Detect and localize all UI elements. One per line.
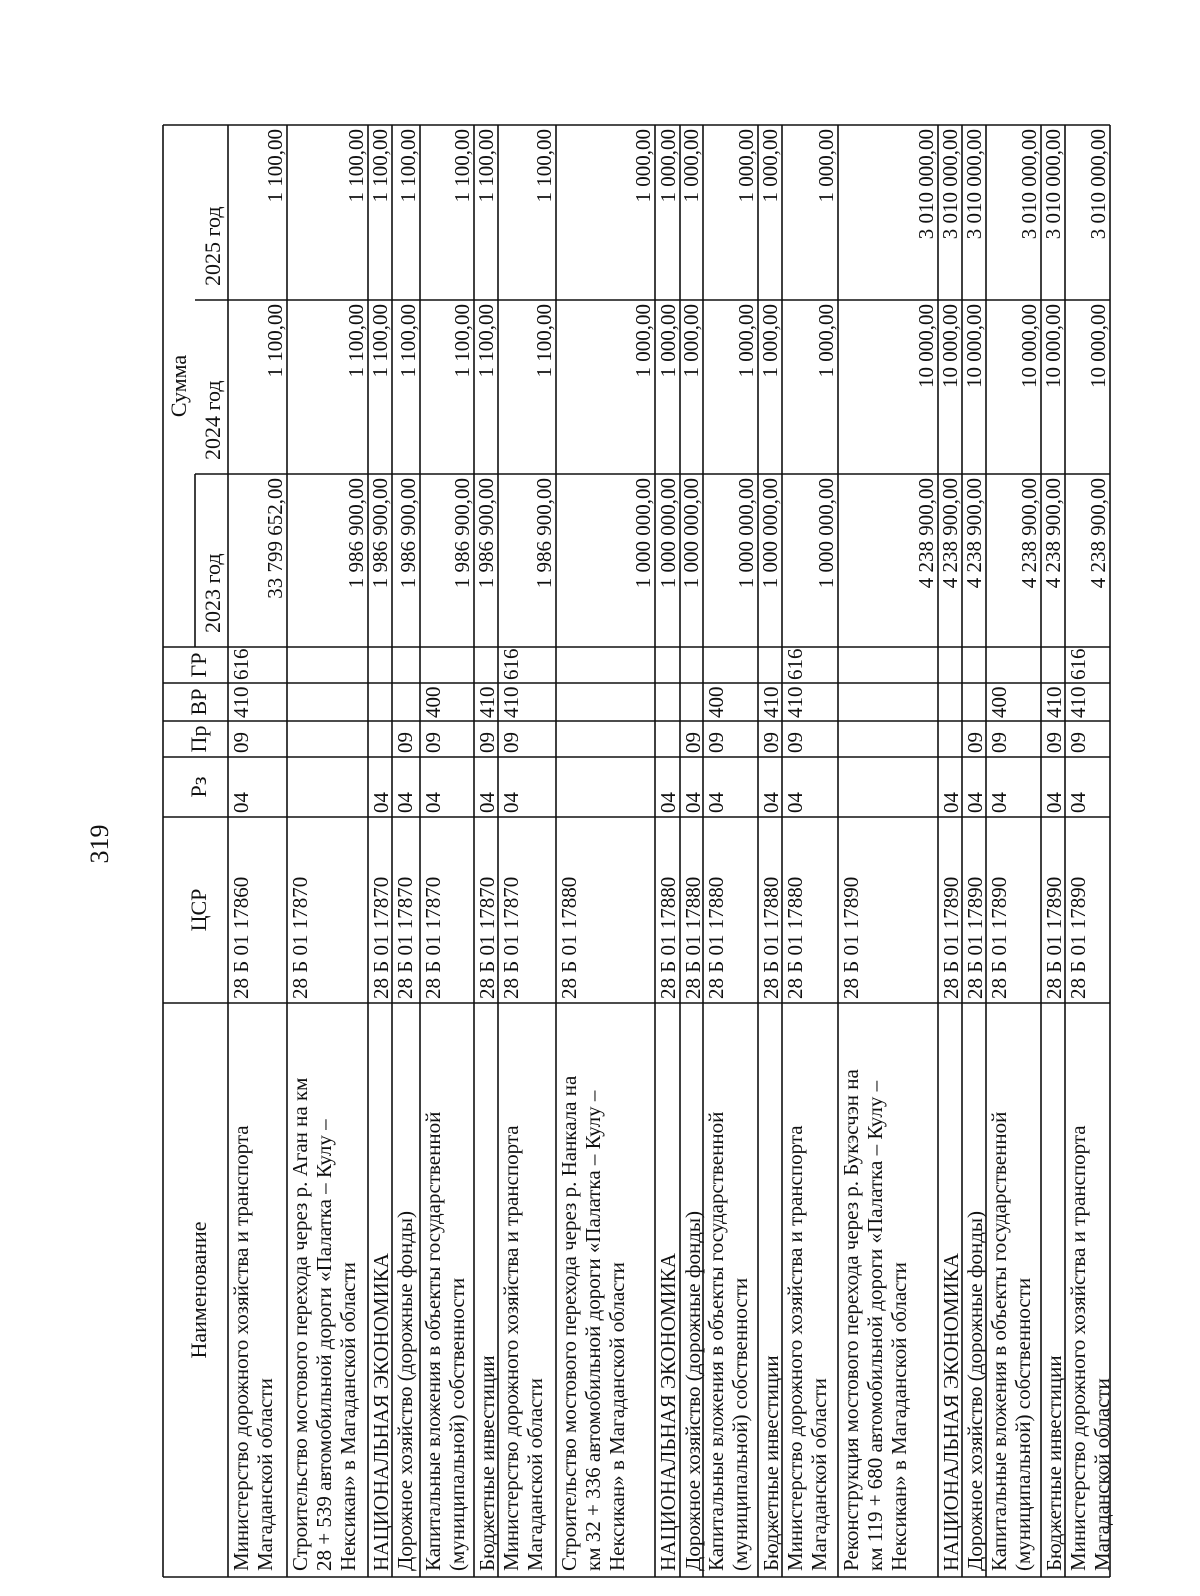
- header-rz: Рз: [186, 776, 211, 798]
- table-row: [783, 129, 838, 1571]
- header-sum: Сумма: [166, 354, 191, 418]
- row-2023: 4 238 900,00: [1041, 478, 1065, 589]
- row-csr: 28 Б 01 17870: [475, 876, 499, 999]
- row-2024: 1 100,00: [263, 304, 287, 378]
- row-name-line: Министерство дорожного хозяйства и транспорта: [499, 1125, 523, 1571]
- row-pr: 09: [1042, 732, 1066, 753]
- row-csr: 28 Б 01 17860: [229, 876, 253, 999]
- row-2024: 1 100,00: [368, 304, 392, 378]
- row-name-line: Бюджетные инвестиции: [1042, 1355, 1066, 1571]
- row-name-line: Реконструкция мостового перехода через р. Букэсчэн на: [839, 1069, 863, 1571]
- row-csr: 28 Б 01 17870: [421, 876, 445, 999]
- row-2025: 1 000,00: [758, 129, 782, 203]
- table-header: [166, 206, 225, 1358]
- row-vr: 410: [475, 686, 499, 718]
- row-pr: 09: [499, 732, 523, 753]
- row-name-line: Дорожное хозяйство (дорожные фонды): [393, 1210, 417, 1571]
- header-2024: 2024 год: [200, 380, 225, 460]
- table-row: [368, 129, 393, 1571]
- table-row: [679, 129, 705, 1571]
- row-csr: 28 Б 01 17880: [656, 876, 680, 999]
- row-rz: 04: [963, 792, 987, 813]
- row-2024: 1 100,00: [532, 304, 556, 378]
- row-pr: 09: [963, 732, 987, 753]
- row-gr: 616: [1066, 648, 1090, 680]
- row-gr: 616: [499, 648, 523, 680]
- row-pr: 09: [475, 732, 499, 753]
- row-name-line: НАЦИОНАЛЬНАЯ ЭКОНОМИКА: [369, 1253, 393, 1571]
- row-name-line: НАЦИОНАЛЬНАЯ ЭКОНОМИКА: [656, 1253, 680, 1571]
- table-row: [474, 129, 499, 1571]
- row-name-line: Нексикан» в Магаданской области: [887, 1262, 911, 1571]
- row-name-line: Министерство дорожного хозяйства и транспорта: [229, 1125, 253, 1571]
- row-2025: 1 000,00: [656, 129, 680, 203]
- row-csr: 28 Б 01 17890: [939, 876, 963, 999]
- row-2024: 1 100,00: [396, 304, 420, 378]
- row-2023: 4 238 900,00: [962, 478, 986, 589]
- row-2024: 1 100,00: [474, 304, 498, 378]
- row-2025: 1 100,00: [396, 129, 420, 203]
- row-pr: 09: [1066, 732, 1090, 753]
- table-body: [229, 129, 1114, 1571]
- header-2025: 2025 год: [200, 206, 225, 286]
- row-2024: 1 000,00: [631, 304, 655, 378]
- row-name-line: Нексикан» в Магаданской области: [605, 1262, 629, 1571]
- row-2025: 3 010 000,00: [962, 129, 986, 240]
- row-2025: 1 000,00: [814, 129, 838, 203]
- row-name-line: (муниципальной) собственности: [445, 1277, 469, 1571]
- row-name-line: Дорожное хозяйство (дорожные фонды): [963, 1210, 987, 1571]
- row-2024: 10 000,00: [1017, 304, 1041, 388]
- header-gr: ГР: [186, 652, 211, 678]
- row-2023: 4 238 900,00: [914, 478, 938, 589]
- row-2023: 1 986 900,00: [450, 478, 474, 589]
- row-name-line: Бюджетные инвестиции: [475, 1355, 499, 1571]
- row-rz: 04: [475, 792, 499, 813]
- row-name-line: Капитальные вложения в объекты государственной: [421, 1111, 445, 1571]
- row-2024: 10 000,00: [1041, 304, 1065, 388]
- row-rz: 04: [681, 792, 705, 813]
- row-2025: 1 100,00: [263, 129, 287, 203]
- row-pr: 09: [987, 732, 1011, 753]
- row-vr: 410: [759, 686, 783, 718]
- row-name-line: км 119 + 680 автомобильной дороги «Палатка – Кулу –: [863, 1080, 887, 1571]
- table-row: [962, 129, 987, 1571]
- table-row: [393, 129, 420, 1571]
- row-name-line: 28 + 539 автомобильной дороги «Палатка – Кулу –: [312, 1119, 336, 1571]
- row-rz: 04: [987, 792, 1011, 813]
- row-vr: 410: [499, 686, 523, 718]
- table-row: [421, 129, 474, 1571]
- row-csr: 28 Б 01 17890: [1066, 876, 1090, 999]
- row-2025: 1 100,00: [474, 129, 498, 203]
- table-row: [229, 129, 287, 1571]
- row-2023: 1 986 900,00: [396, 478, 420, 589]
- table-row: [557, 129, 655, 1571]
- row-csr: 28 Б 01 17880: [783, 876, 807, 999]
- row-2025: 1 000,00: [734, 129, 758, 203]
- row-csr: 28 Б 01 17890: [963, 876, 987, 999]
- row-2024: 1 000,00: [758, 304, 782, 378]
- row-2023: 1 000 000,00: [679, 478, 703, 589]
- table-row: [288, 129, 368, 1571]
- row-name-line: Министерство дорожного хозяйства и транспорта: [783, 1125, 807, 1571]
- page-number: 319: [85, 824, 114, 864]
- row-vr: 410: [1066, 686, 1090, 718]
- row-2024: 1 000,00: [656, 304, 680, 378]
- row-2025: 1 000,00: [679, 129, 703, 203]
- row-csr: 28 Б 01 17880: [704, 876, 728, 999]
- row-pr: 09: [393, 732, 417, 753]
- table-row: [656, 129, 680, 1571]
- header-pr: Пр: [186, 725, 211, 753]
- row-vr: 400: [421, 686, 445, 718]
- row-2024: 1 000,00: [734, 304, 758, 378]
- row-2025: 3 010 000,00: [1086, 129, 1110, 240]
- row-name-line: Капитальные вложения в объекты государственной: [704, 1111, 728, 1571]
- row-rz: 04: [499, 792, 523, 813]
- row-2023: 33 799 652,00: [263, 478, 287, 599]
- table-row: [987, 129, 1041, 1571]
- row-pr: 09: [783, 732, 807, 753]
- row-2024: 1 000,00: [679, 304, 703, 378]
- row-rz: 04: [421, 792, 445, 813]
- row-2023: 4 238 900,00: [938, 478, 962, 589]
- row-2023: 1 000 000,00: [758, 478, 782, 589]
- row-rz: 04: [229, 792, 253, 813]
- table-row: [1066, 129, 1114, 1571]
- row-2024: 10 000,00: [914, 304, 938, 388]
- row-2023: 1 986 900,00: [532, 478, 556, 589]
- row-name-line: Магаданской области: [807, 1378, 831, 1571]
- row-2025: 3 010 000,00: [938, 129, 962, 240]
- row-name-line: Бюджетные инвестиции: [759, 1355, 783, 1571]
- row-vr: 410: [1042, 686, 1066, 718]
- row-rz: 04: [704, 792, 728, 813]
- row-csr: 28 Б 01 17890: [1042, 876, 1066, 999]
- row-2024: 1 100,00: [344, 304, 368, 378]
- row-gr: 616: [229, 648, 253, 680]
- row-name-line: Нексикан» в Магаданской области: [336, 1262, 360, 1571]
- row-2025: 3 010 000,00: [1017, 129, 1041, 240]
- row-2025: 1 100,00: [368, 129, 392, 203]
- row-name-line: Строительство мостового перехода через р. Аган на км: [288, 1077, 312, 1571]
- header-vr: ВР: [186, 688, 211, 716]
- row-2023: 4 238 900,00: [1017, 478, 1041, 589]
- row-2024: 1 100,00: [450, 304, 474, 378]
- row-2023: 4 238 900,00: [1086, 478, 1110, 589]
- header-2023: 2023 год: [200, 553, 225, 633]
- row-csr: 28 Б 01 17870: [369, 876, 393, 999]
- row-2023: 1 000 000,00: [734, 478, 758, 589]
- row-2025: 1 100,00: [344, 129, 368, 203]
- table-row: [839, 129, 938, 1571]
- row-name-line: (муниципальной) собственности: [728, 1277, 752, 1571]
- row-vr: 410: [229, 686, 253, 718]
- row-vr: 410: [783, 686, 807, 718]
- row-rz: 04: [393, 792, 417, 813]
- row-2025: 1 100,00: [450, 129, 474, 203]
- row-vr: 400: [987, 686, 1011, 718]
- row-2024: 1 000,00: [814, 304, 838, 378]
- row-2025: 3 010 000,00: [914, 129, 938, 240]
- row-csr: 28 Б 01 17870: [393, 876, 417, 999]
- table-row: [938, 129, 963, 1571]
- row-name-line: Магаданской области: [523, 1378, 547, 1571]
- row-2025: 3 010 000,00: [1041, 129, 1065, 240]
- row-name-line: Дорожное хозяйство (дорожные фонды): [681, 1210, 705, 1571]
- row-csr: 28 Б 01 17870: [499, 876, 523, 999]
- row-name-line: км 32 + 336 автомобильной дороги «Палатка – Кулу –: [581, 1090, 605, 1571]
- row-name-line: Капитальные вложения в объекты государственной: [987, 1111, 1011, 1571]
- row-rz: 04: [783, 792, 807, 813]
- row-rz: 04: [939, 792, 963, 813]
- row-csr: 28 Б 01 17880: [759, 876, 783, 999]
- table-row: [758, 129, 783, 1571]
- row-name-line: Магаданской области: [253, 1378, 277, 1571]
- row-rz: 04: [1042, 792, 1066, 813]
- table-row: [499, 129, 556, 1571]
- row-pr: 09: [704, 732, 728, 753]
- row-2023: 1 986 900,00: [474, 478, 498, 589]
- row-csr: 28 Б 01 17870: [288, 876, 312, 999]
- row-name-line: Министерство дорожного хозяйства и транспорта: [1066, 1125, 1090, 1571]
- row-pr: 09: [229, 732, 253, 753]
- row-rz: 04: [656, 792, 680, 813]
- row-2025: 1 000,00: [631, 129, 655, 203]
- row-rz: 04: [1066, 792, 1090, 813]
- row-name-line: Строительство мостового перехода через р. Нанкала на: [557, 1075, 581, 1571]
- row-gr: 616: [783, 648, 807, 680]
- row-vr: 400: [704, 686, 728, 718]
- row-2023: 1 986 900,00: [368, 478, 392, 589]
- row-2025: 1 100,00: [532, 129, 556, 203]
- row-pr: 09: [421, 732, 445, 753]
- header-name: Наименование: [186, 1221, 211, 1359]
- row-2024: 10 000,00: [962, 304, 986, 388]
- row-2024: 10 000,00: [1086, 304, 1110, 388]
- row-name-line: Магаданской области: [1090, 1378, 1114, 1571]
- row-rz: 04: [759, 792, 783, 813]
- row-2023: 1 000 000,00: [814, 478, 838, 589]
- row-2023: 1 000 000,00: [631, 478, 655, 589]
- row-2023: 1 986 900,00: [344, 478, 368, 589]
- table-row: [704, 129, 758, 1571]
- table-row: [1041, 129, 1066, 1571]
- row-2023: 1 000 000,00: [656, 478, 680, 589]
- row-2024: 10 000,00: [938, 304, 962, 388]
- row-csr: 28 Б 01 17880: [681, 876, 705, 999]
- header-csr: ЦСР: [186, 888, 211, 932]
- row-csr: 28 Б 01 17890: [987, 876, 1011, 999]
- row-csr: 28 Б 01 17890: [839, 876, 863, 999]
- row-rz: 04: [369, 792, 393, 813]
- row-csr: 28 Б 01 17880: [557, 876, 581, 999]
- row-pr: 09: [681, 732, 705, 753]
- row-name-line: (муниципальной) собственности: [1011, 1277, 1035, 1571]
- row-name-line: НАЦИОНАЛЬНАЯ ЭКОНОМИКА: [939, 1253, 963, 1571]
- row-pr: 09: [759, 732, 783, 753]
